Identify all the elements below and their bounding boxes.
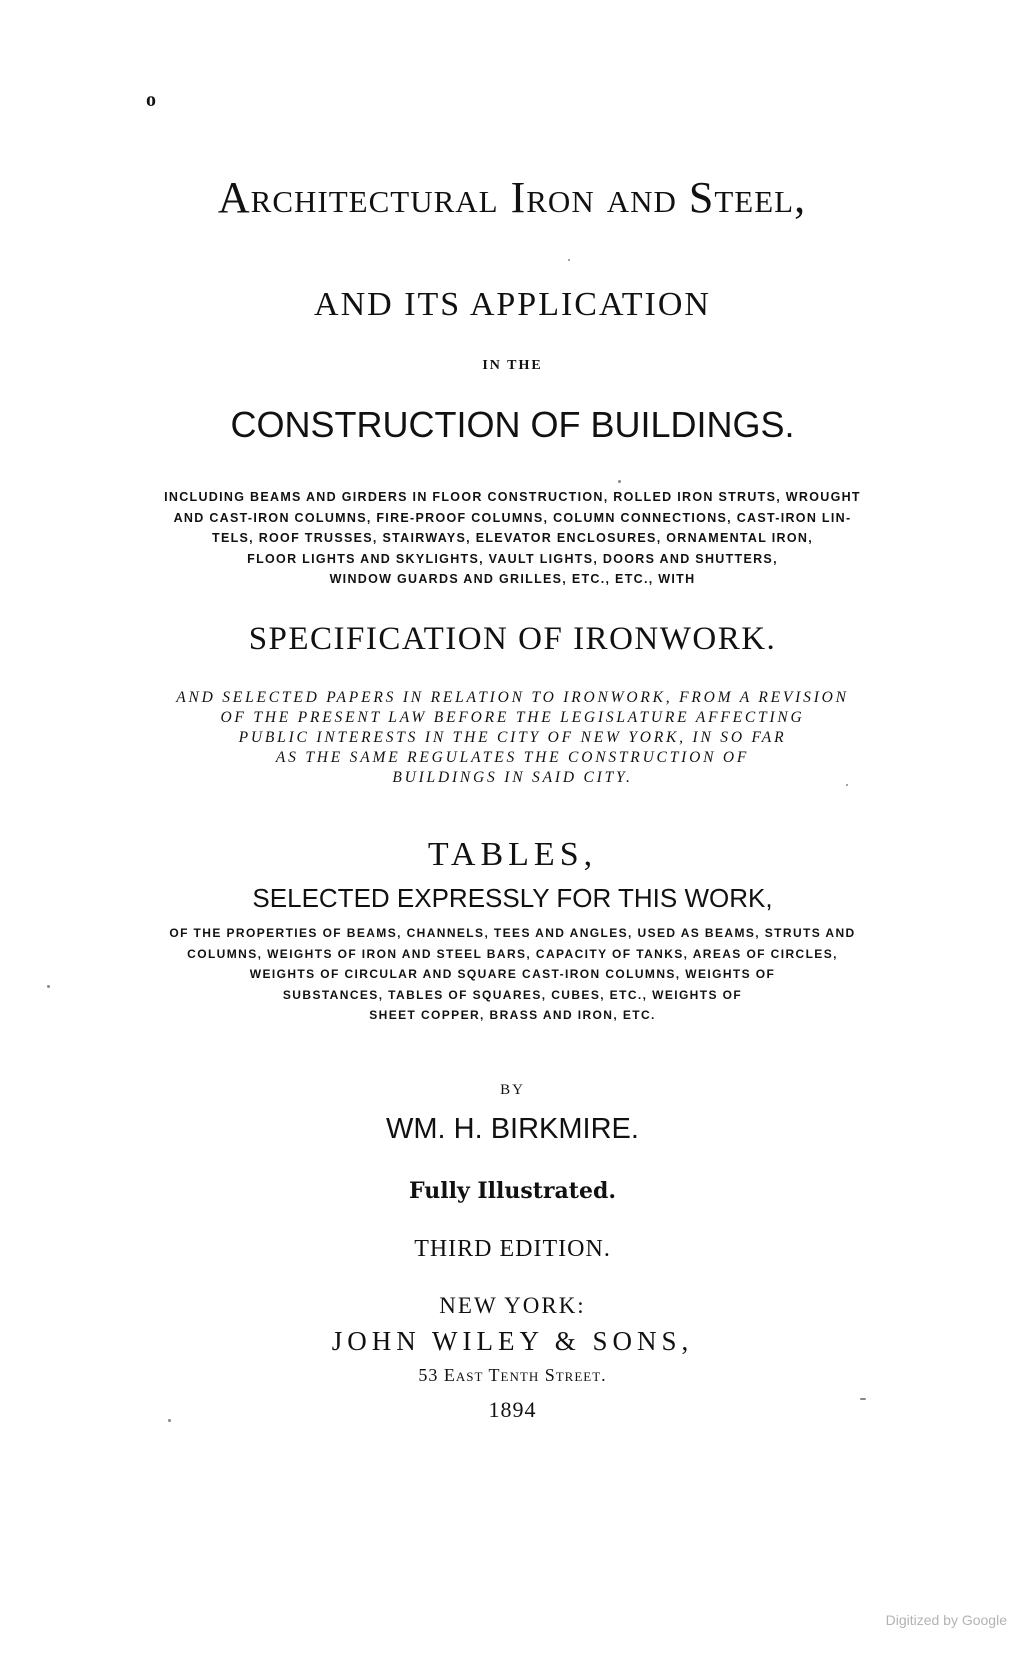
tables-line: OF THE PROPERTIES OF BEAMS, CHANNELS, TEES AND ANGLES, USED AS BEAMS, STRUTS AND — [169, 926, 856, 940]
papers-line: AS THE SAME REGULATES THE CONSTRUCTION OF — [275, 749, 750, 766]
subtitle-connector: IN THE — [482, 358, 543, 373]
contents-description — [140, 487, 885, 590]
tables-description — [135, 923, 890, 1026]
publisher-name: JOHN WILEY & SONS, — [331, 1326, 694, 1356]
subtitle-construction: CONSTRUCTION OF BUILDINGS. — [230, 404, 795, 445]
edition: THIRD EDITION. — [414, 1236, 611, 1262]
main-title: Architectural Iron and Steel, — [217, 173, 807, 222]
publication-year: 1894 — [488, 1397, 537, 1422]
tables-line: WEIGHTS OF CIRCULAR AND SQUARE CAST-IRON COLUMNS, WEIGHTS OF — [249, 967, 776, 981]
scan-speck — [168, 1419, 171, 1422]
author-name: WM. H. BIRKMIRE. — [386, 1113, 639, 1145]
contents-line: FLOOR LIGHTS AND SKYLIGHTS, VAULT LIGHTS, DOORS AND SHUTTERS, — [247, 551, 778, 566]
tables-line: SUBSTANCES, TABLES OF SQUARES, CUBES, ETC., WEIGHTS OF — [282, 987, 743, 1002]
by-label: BY — [500, 1082, 525, 1098]
scan-speck — [618, 480, 621, 483]
papers-line: BUILDINGS IN SAID CITY. — [392, 769, 633, 786]
publisher-address: 53 East Tenth Street. — [418, 1365, 607, 1385]
page-marker: o — [146, 89, 156, 111]
tables-title: TABLES, — [427, 836, 598, 873]
tables-line: SHEET COPPER, BRASS AND IRON, ETC. — [369, 1008, 656, 1022]
publisher-city: NEW YORK: — [439, 1293, 586, 1318]
scan-speck — [568, 259, 570, 261]
scan-speck — [846, 784, 848, 786]
tables-line: COLUMNS, WEIGHTS OF IRON AND STEEL BARS, CAPACITY OF TANKS, AREAS OF CIRCLES, — [187, 946, 838, 961]
digitized-watermark: Digitized by Google — [885, 1612, 1007, 1628]
papers-description — [135, 688, 890, 788]
illustrated-note: Fully Illustrated. — [409, 1178, 616, 1204]
contents-line: WINDOW GUARDS AND GRILLES, ETC., ETC., WITH — [329, 572, 696, 586]
tables-subtitle: SELECTED EXPRESSLY FOR THIS WORK, — [252, 883, 773, 913]
contents-line: TELS, ROOF TRUSSES, STAIRWAYS, ELEVATOR ENCLOSURES, ORNAMENTAL IRON, — [212, 531, 813, 545]
contents-line: INCLUDING BEAMS AND GIRDERS IN FLOOR CONSTRUCTION, ROLLED IRON STRUTS, WROUGHT — [164, 490, 861, 504]
scan-speck — [860, 1398, 866, 1400]
subtitle-application: AND ITS APPLICATION — [314, 286, 711, 323]
contents-line: AND CAST-IRON COLUMNS, FIRE-PROOF COLUMNS, COLUMN CONNECTIONS, CAST-IRON LIN- — [173, 510, 852, 525]
scan-speck — [47, 985, 50, 988]
papers-line: AND SELECTED PAPERS IN RELATION TO IRONWORK, FROM A REVISION — [176, 689, 849, 706]
papers-line: PUBLIC INTERESTS IN THE CITY OF NEW YORK, IN SO FAR — [238, 729, 787, 746]
specification-title: SPECIFICATION OF IRONWORK. — [248, 621, 777, 657]
papers-line: OF THE PRESENT LAW BEFORE THE LEGISLATURE AFFECTING — [220, 709, 805, 726]
